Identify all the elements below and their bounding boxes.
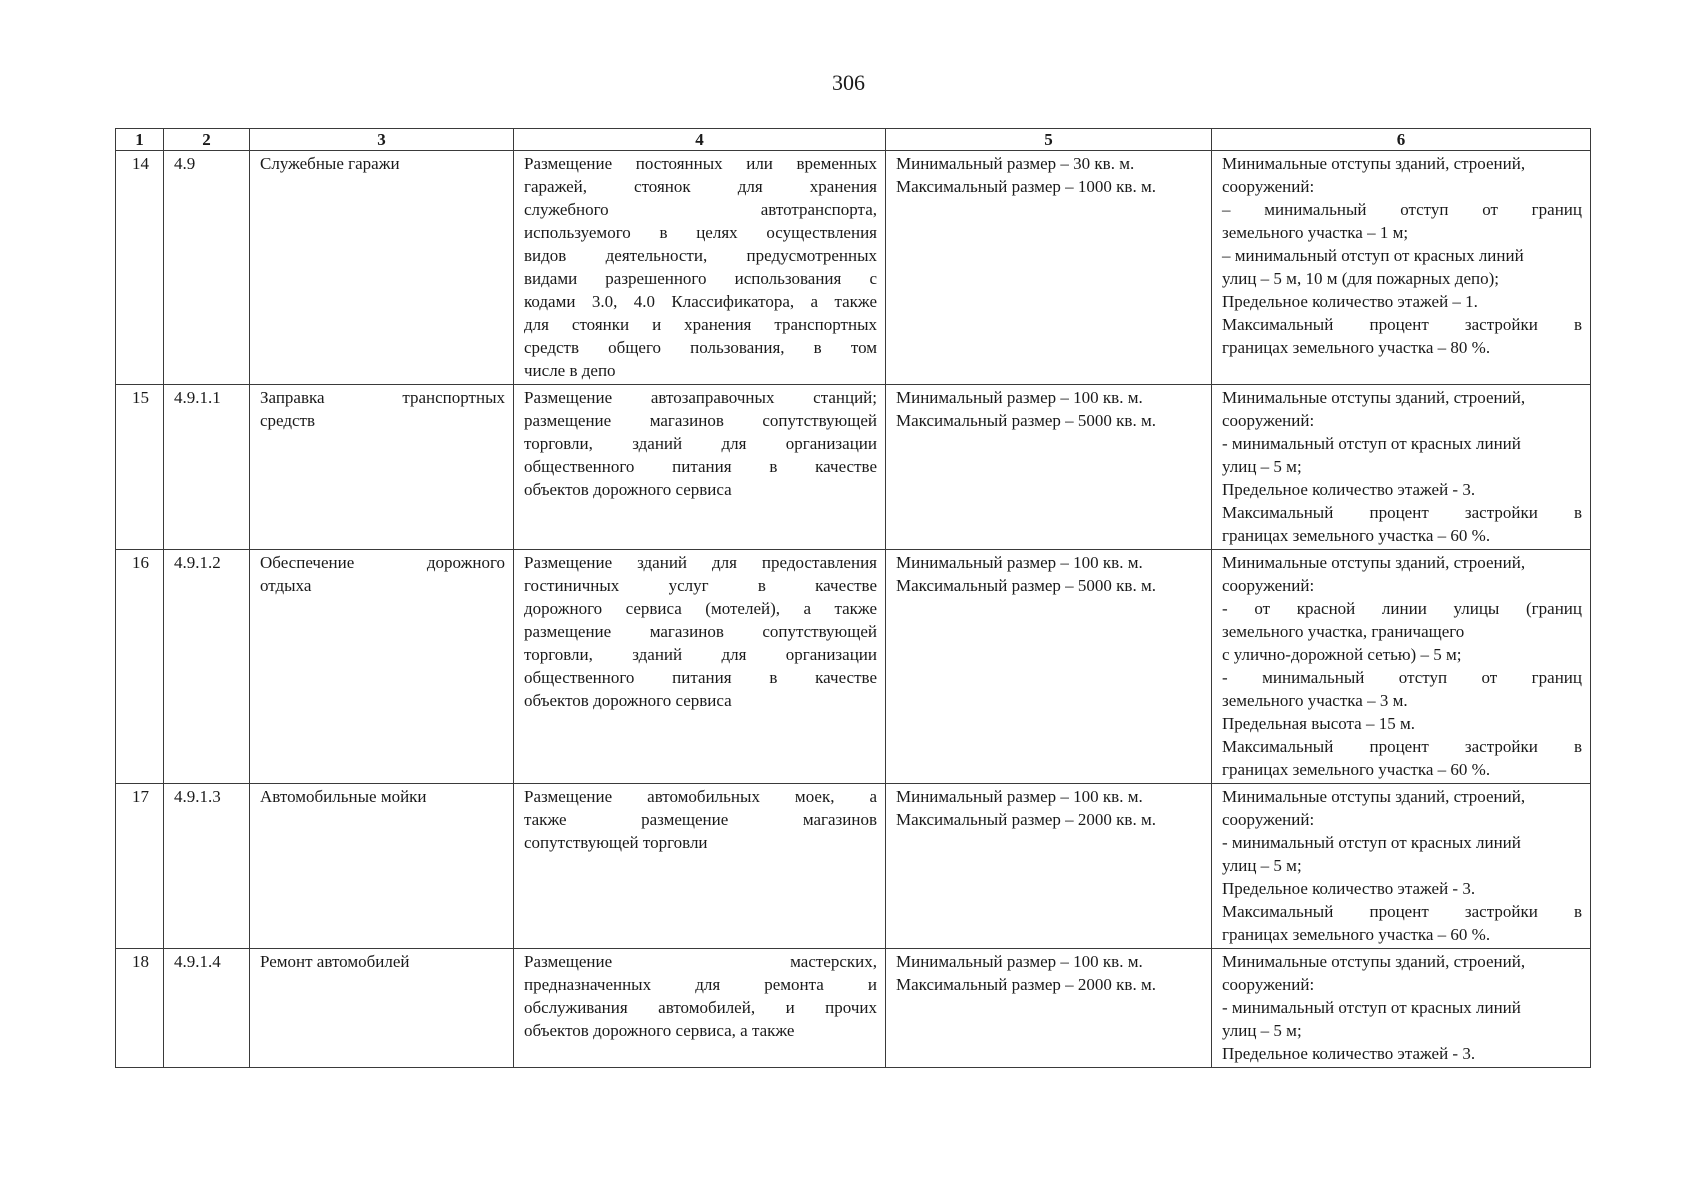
parameter-line: Предельное количество этажей – 1. xyxy=(1222,292,1478,311)
description-line: предназначенных для ремонта и xyxy=(524,975,877,994)
parameter-line: - минимальный отступ от красных линий xyxy=(1222,833,1521,852)
description-line: размещение магазинов сопутствующей xyxy=(524,411,877,430)
use-name-line: Заправка транспортных xyxy=(260,388,505,407)
plot-size-line: Максимальный размер – 5000 кв. м. xyxy=(896,576,1156,595)
table-row xyxy=(116,151,1591,385)
parameter-line: границах земельного участка – 60 %. xyxy=(1222,526,1491,545)
description-line: объектов дорожного сервиса xyxy=(524,480,732,499)
description-line: дорожного сервиса (мотелей), а также xyxy=(524,599,877,618)
description-line: служебного автотранспорта, xyxy=(524,200,877,219)
use-description xyxy=(514,151,886,385)
column-header: 1 xyxy=(116,129,164,151)
parameter-line: Минимальные отступы зданий, строений, xyxy=(1222,787,1526,806)
building-parameters xyxy=(1212,151,1591,385)
building-parameters xyxy=(1212,949,1591,1068)
plot-size xyxy=(886,550,1212,784)
parameter-line: – минимальный отступ от границ xyxy=(1222,200,1582,219)
parameter-line: улиц – 5 м; xyxy=(1222,856,1302,875)
use-name xyxy=(250,784,514,949)
parameter-line: Минимальные отступы зданий, строений, xyxy=(1222,388,1526,407)
row-number: 16 xyxy=(116,550,164,784)
column-header: 4 xyxy=(514,129,886,151)
description-line: видами разрешенного использования с xyxy=(524,269,877,288)
description-line: Размещение зданий для предоставления xyxy=(524,553,877,572)
use-name-line: отдыха xyxy=(260,576,312,595)
parameter-line: Предельное количество этажей - 3. xyxy=(1222,480,1476,499)
table-row xyxy=(116,949,1591,1068)
parameter-line: улиц – 5 м; xyxy=(1222,457,1302,476)
use-name-line: Автомобильные мойки xyxy=(260,787,427,806)
description-line: объектов дорожного сервиса, а также xyxy=(524,1021,795,1040)
description-line: для стоянки и хранения транспортных xyxy=(524,315,877,334)
row-number: 17 xyxy=(116,784,164,949)
parameter-line: границах земельного участка – 60 %. xyxy=(1222,925,1491,944)
description-line: видов деятельности, предусмотренных xyxy=(524,246,877,265)
description-line: общественного питания в качестве xyxy=(524,668,877,687)
use-description xyxy=(514,385,886,550)
land-use-table xyxy=(115,128,1591,1068)
column-header: 3 xyxy=(250,129,514,151)
use-name-line: Служебные гаражи xyxy=(260,154,400,173)
parameter-line: Максимальный процент застройки в xyxy=(1222,902,1582,921)
parameter-line: - от красной линии улицы (границ xyxy=(1222,599,1582,618)
description-line: также размещение магазинов xyxy=(524,810,877,829)
building-parameters xyxy=(1212,385,1591,550)
plot-size-line: Минимальный размер – 100 кв. м. xyxy=(896,388,1143,407)
parameter-line: Минимальные отступы зданий, строений, xyxy=(1222,553,1526,572)
parameter-line: Минимальные отступы зданий, строений, xyxy=(1222,952,1526,971)
parameter-line: Предельное количество этажей - 3. xyxy=(1222,1044,1476,1063)
plot-size-line: Максимальный размер – 2000 кв. м. xyxy=(896,810,1156,829)
parameter-line: - минимальный отступ от красных линий xyxy=(1222,434,1521,453)
use-description xyxy=(514,949,886,1068)
parameter-line: границах земельного участка – 80 %. xyxy=(1222,338,1491,357)
description-line: Размещение мастерских, xyxy=(524,952,877,971)
use-name-line: средств xyxy=(260,411,316,430)
parameter-line: Минимальные отступы зданий, строений, xyxy=(1222,154,1526,173)
parameter-line: сооружений: xyxy=(1222,975,1315,994)
table-row xyxy=(116,550,1591,784)
use-description xyxy=(514,784,886,949)
plot-size xyxy=(886,784,1212,949)
table-row xyxy=(116,385,1591,550)
plot-size xyxy=(886,949,1212,1068)
parameter-line: – минимальный отступ от красных линий xyxy=(1222,246,1524,265)
row-code: 4.9.1.3 xyxy=(164,784,250,949)
row-number: 14 xyxy=(116,151,164,385)
row-number: 18 xyxy=(116,949,164,1068)
use-name-line: Обеспечение дорожного xyxy=(260,553,505,572)
plot-size-line: Максимальный размер – 5000 кв. м. xyxy=(896,411,1156,430)
table-header-row xyxy=(116,129,1591,151)
description-line: кодами 3.0, 4.0 Классификатора, а также xyxy=(524,292,877,311)
parameter-line: - минимальный отступ от красных линий xyxy=(1222,998,1521,1017)
plot-size-line: Максимальный размер – 2000 кв. м. xyxy=(896,975,1156,994)
description-line: гаражей, стоянок для хранения xyxy=(524,177,877,196)
use-name xyxy=(250,151,514,385)
parameter-line: сооружений: xyxy=(1222,177,1315,196)
parameter-line: земельного участка – 3 м. xyxy=(1222,691,1408,710)
description-line: средств общего пользования, в том xyxy=(524,338,877,357)
parameter-line: сооружений: xyxy=(1222,810,1315,829)
description-line: используемого в целях осуществления xyxy=(524,223,877,242)
parameter-line: сооружений: xyxy=(1222,576,1315,595)
column-header: 2 xyxy=(164,129,250,151)
use-name xyxy=(250,949,514,1068)
use-name xyxy=(250,550,514,784)
parameter-line: Максимальный процент застройки в xyxy=(1222,737,1582,756)
table-row xyxy=(116,784,1591,949)
parameter-line: Предельное количество этажей - 3. xyxy=(1222,879,1476,898)
description-line: сопутствующей торговли xyxy=(524,833,708,852)
plot-size-line: Максимальный размер – 1000 кв. м. xyxy=(896,177,1156,196)
row-code: 4.9.1.4 xyxy=(164,949,250,1068)
column-header: 5 xyxy=(886,129,1212,151)
row-code: 4.9 xyxy=(164,151,250,385)
use-name xyxy=(250,385,514,550)
description-line: обслуживания автомобилей, и прочих xyxy=(524,998,877,1017)
row-code: 4.9.1.2 xyxy=(164,550,250,784)
parameter-line: Предельная высота – 15 м. xyxy=(1222,714,1415,733)
plot-size-line: Минимальный размер – 100 кв. м. xyxy=(896,787,1143,806)
parameter-line: улиц – 5 м; xyxy=(1222,1021,1302,1040)
plot-size-line: Минимальный размер – 100 кв. м. xyxy=(896,553,1143,572)
parameter-line: земельного участка, граничащего xyxy=(1222,622,1465,641)
table-body xyxy=(116,151,1591,1068)
plot-size xyxy=(886,151,1212,385)
plot-size-line: Минимальный размер – 30 кв. м. xyxy=(896,154,1135,173)
parameter-line: Максимальный процент застройки в xyxy=(1222,503,1582,522)
plot-size-line: Минимальный размер – 100 кв. м. xyxy=(896,952,1143,971)
description-line: числе в депо xyxy=(524,361,616,380)
plot-size xyxy=(886,385,1212,550)
page-number: 306 xyxy=(832,70,865,95)
description-line: торговли, зданий для организации xyxy=(524,645,877,664)
parameter-line: границах земельного участка – 60 %. xyxy=(1222,760,1491,779)
column-header: 6 xyxy=(1212,129,1591,151)
description-line: общественного питания в качестве xyxy=(524,457,877,476)
parameter-line: с улично-дорожной сетью) – 5 м; xyxy=(1222,645,1462,664)
description-line: размещение магазинов сопутствующей xyxy=(524,622,877,641)
description-line: объектов дорожного сервиса xyxy=(524,691,732,710)
description-line: Размещение постоянных или временных xyxy=(524,154,877,173)
building-parameters xyxy=(1212,784,1591,949)
use-name-line: Ремонт автомобилей xyxy=(260,952,410,971)
description-line: торговли, зданий для организации xyxy=(524,434,877,453)
parameter-line: Максимальный процент застройки в xyxy=(1222,315,1582,334)
row-code: 4.9.1.1 xyxy=(164,385,250,550)
building-parameters xyxy=(1212,550,1591,784)
row-number: 15 xyxy=(116,385,164,550)
parameter-line: земельного участка – 1 м; xyxy=(1222,223,1409,242)
parameter-line: улиц – 5 м, 10 м (для пожарных депо); xyxy=(1222,269,1499,288)
description-line: Размещение автомобильных моек, а xyxy=(524,787,877,806)
parameter-line: - минимальный отступ от границ xyxy=(1222,668,1582,687)
description-line: гостиничных услуг в качестве xyxy=(524,576,877,595)
use-description xyxy=(514,550,886,784)
parameter-line: сооружений: xyxy=(1222,411,1315,430)
description-line: Размещение автозаправочных станций; xyxy=(524,388,877,407)
